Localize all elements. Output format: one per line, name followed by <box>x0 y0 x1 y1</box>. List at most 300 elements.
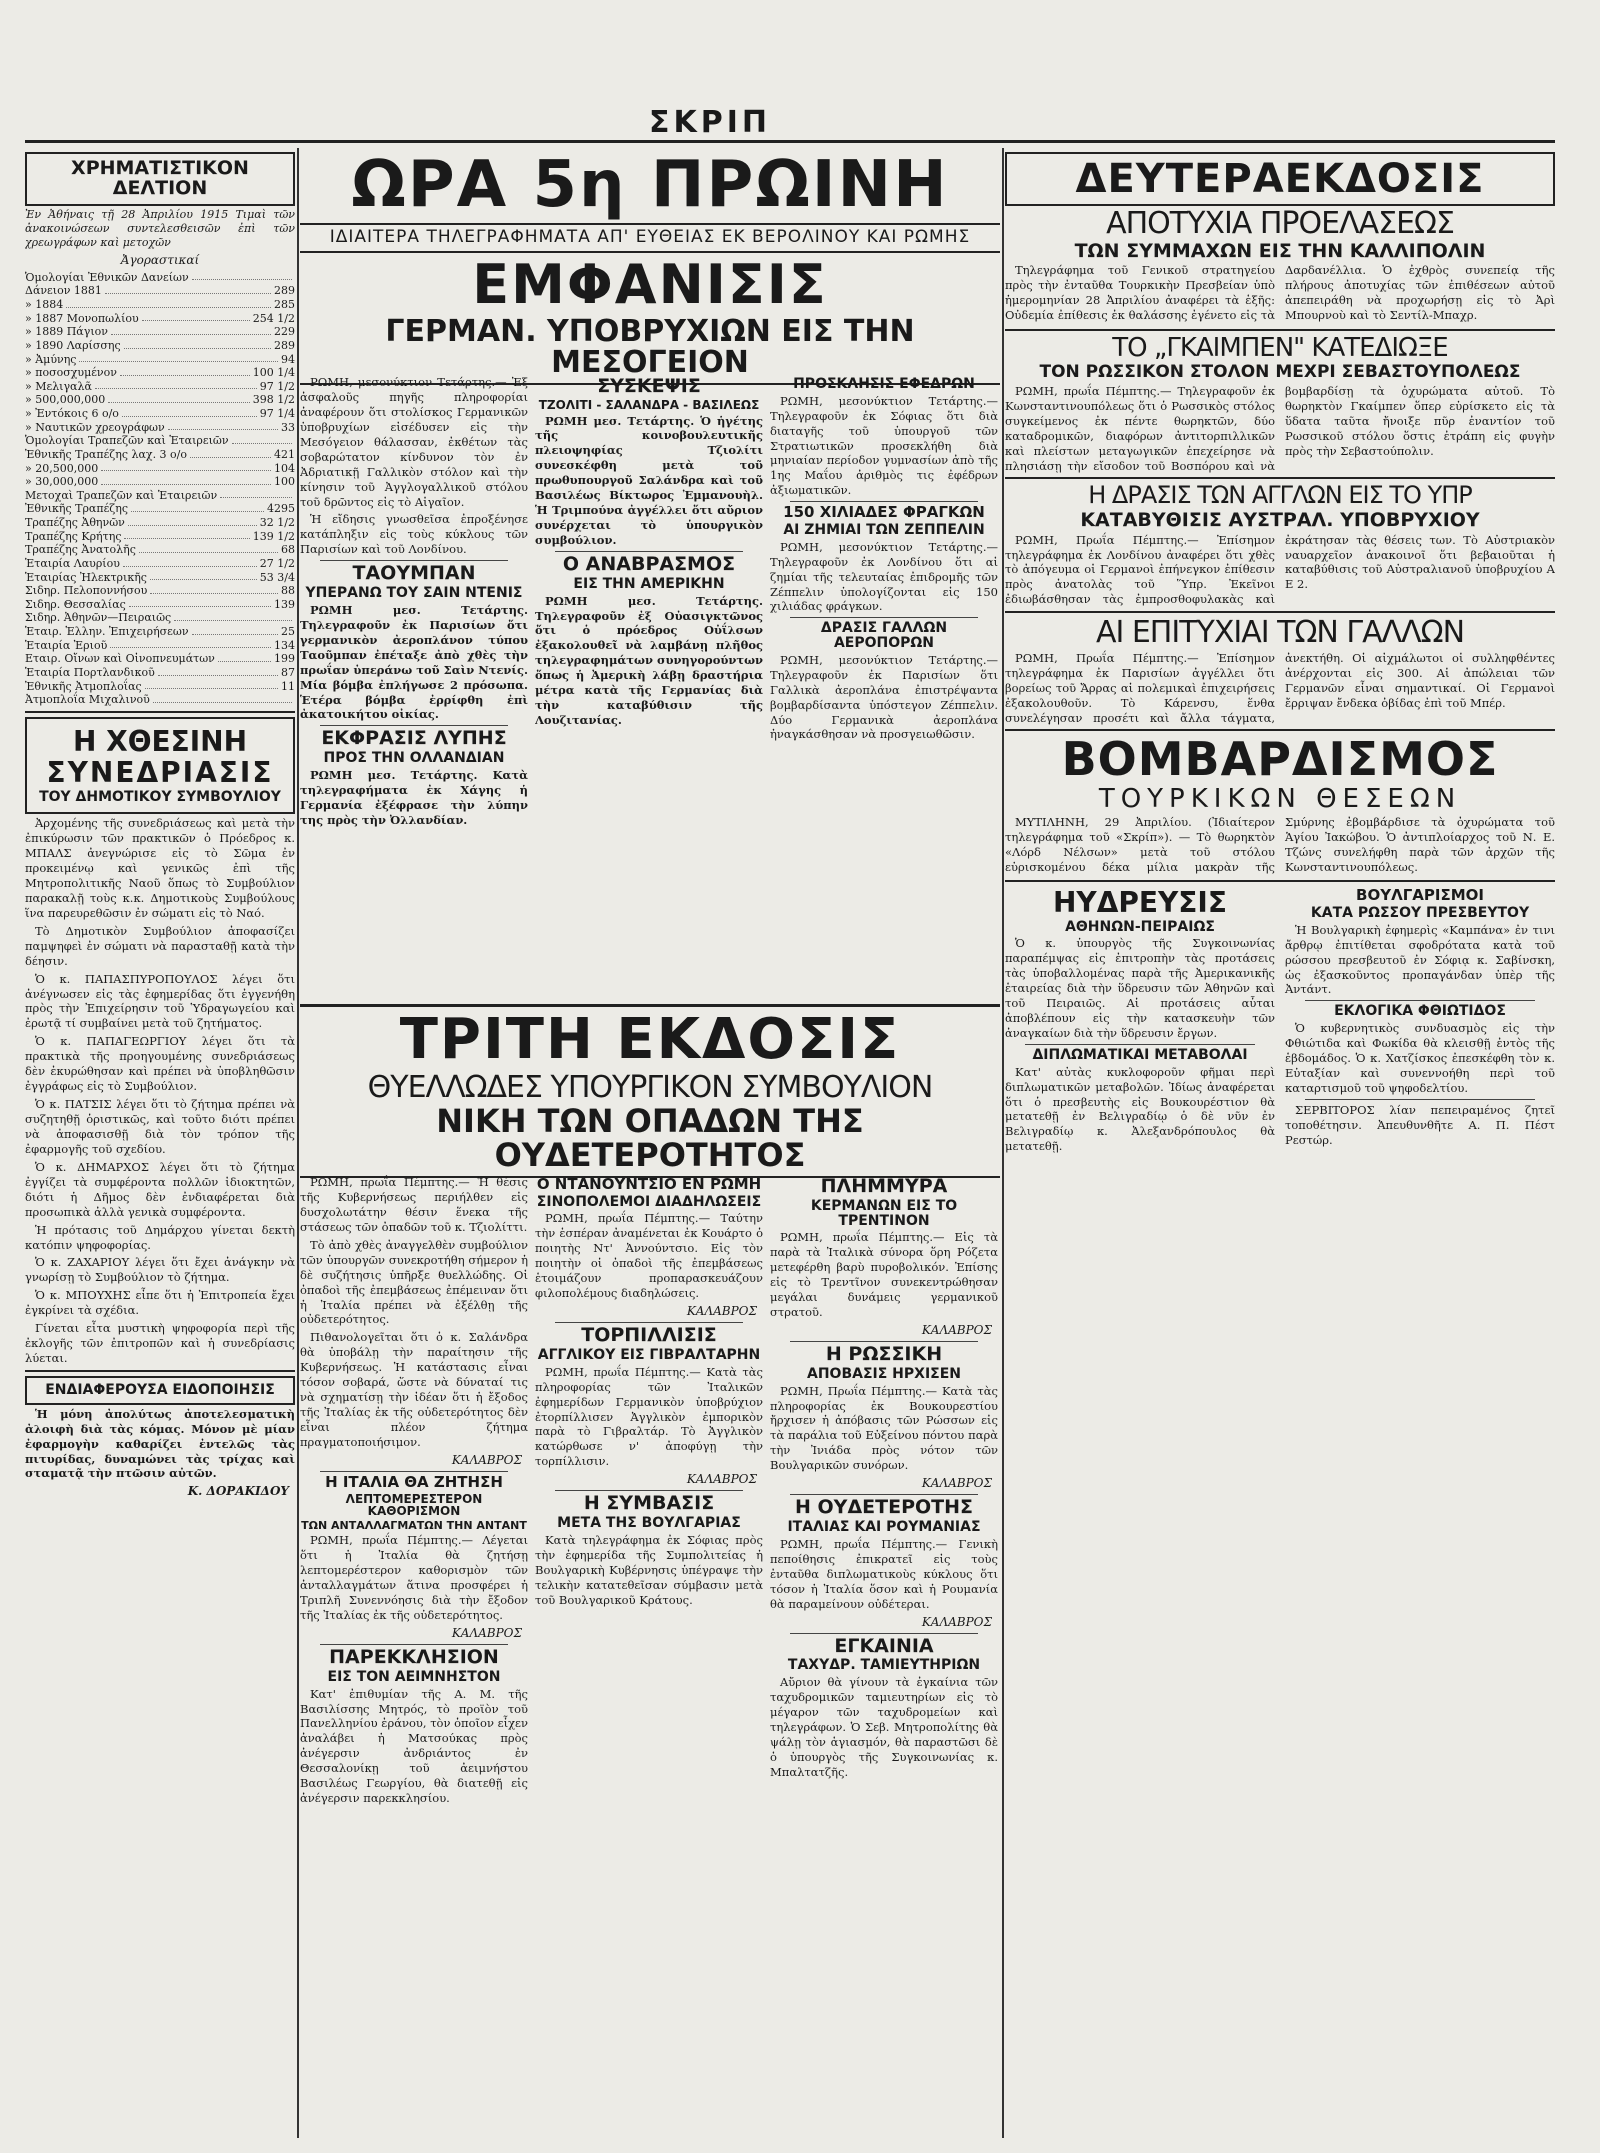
ypr-title: Η ΔΡΑΣΙΣ ΤΩΝ ΑΓΓΛΩΝ ΕΙΣ ΤΟ ΥΠΡ <box>1088 481 1472 510</box>
bourse-row-name: Ἐθνικῆς Τραπέζης <box>25 502 129 516</box>
bourse-row-name: Ἑταιρ. Ἑλλην. Ἐπιχειρήσεων <box>25 625 189 639</box>
bourse-row-name: » 1887 Μονοπωλίου <box>25 311 139 325</box>
oud-paragraph: ΡΩΜΗ, πρωΐα Πέμπτης.— Γενικὴ πεποίθησις ἐπικρατεῖ εἰς τοὺς ἐνταῦθα διπλωματικοὺς κύκλους ὅτι τόσον ἡ Ἰταλία ὅσον καὶ ἡ Ρουμανία θὰ παραμείνουν οὐδέτεραι. <box>770 1536 998 1611</box>
bourse-row-value: 398 1/2 <box>252 393 295 407</box>
bourse-row <box>25 543 295 557</box>
bourse-intro: Ἐν Ἀθήναις τῇ 28 Ἀπριλίου 1915 Τιμαὶ τῶν ἀνακοινώσεων συντελεσθεισῶν ἐπὶ τῶν χρεωγράφων καὶ μετοχῶν <box>25 207 295 250</box>
bourse-row-value: 199 <box>274 652 295 666</box>
bourse-row-value: 27 1/2 <box>259 556 295 570</box>
ads-signature: Κ. ΔΟΡΑΚΙΔΟΥ <box>187 1484 289 1499</box>
dipl-title: ΔΙΠΛΩΜΑΤΙΚΑΙ ΜΕΤΑΒΟΛΑΙ <box>1032 1046 1248 1063</box>
council-paragraph: Ὁ κ. ΔΗΜΑΡΧΟΣ λέγει ὅτι τὸ ζήτημα ἐγγίζει τὰ συμφέροντα πολλῶν ἰδιοκτητῶν, διότι ἡ Δῆμος δὲν ἐνδιαφέρεται διὰ προσωπικὰ ἀλλὰ γενικὰ συμφέροντα. <box>25 1159 295 1219</box>
divider <box>790 501 978 502</box>
leader-dots <box>153 693 292 703</box>
bourse-row <box>25 393 295 407</box>
gk-paragraph: ΡΩΜΗ, πρωΐα Πέμπτης.— Τηλεγραφοῦν ἐκ Κωνσταντινουπόλεως ὅτι ὁ Ρωσσικὸς στόλος συγκείμενος ἐκ πέντε θωρηκτῶν, δύο καταδρομικῶν, διαφόρων ἀντιτορπιλλικῶν καὶ πλείστων μεταγωγικῶν ἐπεχείρησε νὰ πλησιάσῃ τὴν εἴσοδον τοῦ Βοσπόρου καὶ νὰ βομβαρδίσῃ τὰ ὀχυρώματα αὐτοῦ. Τὸ θωρηκτὸν Γκαίμπεν ὅπερ εὑρίσκετο εἰς τὰ ὕδατα ταῦτα ἤνοιξε πῦρ ἐναντίον τοῦ Ρωσσικοῦ στόλου ὅστις ἐτράπη εἰς φυγὴν πρὸς τὴν Σεβαστούπολιν. <box>1005 383 1555 473</box>
council-paragraph: Ἀρχομένης τῆς συνεδριάσεως καὶ μετὰ τὴν ἐπικύρωσιν τῶν πρακτικῶν ὁ Πρόεδρος κ. ΜΠΑΛΣ ἀνεγνώρισε εἰς τὸ Σῶμα ἐν προκειμένῳ καὶ γενικῶς ἐπὶ τῆς Μητροπολιτικῆς Ναοῦ ὅπως τὸ Συμβούλιον παρακαλῇ τοὺς κ.κ. Δημοτικοὺς Συμβούλους ἵνα παρευρεθῶσιν ἐν σώματι εἰς τὸ Ναό. <box>25 816 295 920</box>
bourse-row-value: 285 <box>274 298 295 312</box>
bourse-row <box>25 611 295 625</box>
bourse-row <box>25 325 295 339</box>
second-edition-box <box>1005 152 1555 206</box>
taoub-paragraph: ΡΩΜΗ μεσ. Τετάρτης. Τηλεγραφοῦν ἐκ Παρισίων ὅτι γερμανικὸν ἀεροπλάνον τύπου Ταοῦμπαν ἐπέταξε ἀπὸ χθὲς τὴν πρωΐαν ὑπεράνω τοῦ Σαὶν Ντενίς. Μία βόμβα ἐπλήγωσε 2 πρόσωπα. Ἑτέρα βόμβα ἐρρίφθη ἐπὶ ἀκατοικήτου οἰκίας. <box>300 602 528 722</box>
bourse-row <box>25 598 295 612</box>
bourse-row-value: 100 <box>274 475 295 489</box>
leader-dots <box>129 598 271 608</box>
leader-dots <box>111 325 271 335</box>
leader-dots <box>105 284 271 294</box>
bourse-row <box>25 271 295 285</box>
bomb-article <box>1005 815 1555 876</box>
prosk-article <box>770 394 998 499</box>
anav-article <box>535 594 763 728</box>
serv-paragraph: ΣΕΡΒΙΤΟΡΟΣ λίαν πεπειραμένος ζητεῖ τοποθέτησιν. Ἀπευθυνθῆτε Α. Π. Πέστ Ρεστώρ. <box>1285 1102 1555 1147</box>
leader-dots <box>123 557 257 567</box>
bourse-row-value: 139 1/2 <box>252 529 295 543</box>
ital-article <box>300 1533 528 1623</box>
right-bottom-left <box>1005 886 1275 1157</box>
zep-subtitle: ΑΙ ΖΗΜΙΑΙ ΤΩΝ ΖΕΠΠΕΛΙΝ <box>783 522 985 538</box>
divider <box>1005 611 1555 613</box>
sys-subtitle: ΤΖΟΛΙΤΙ - ΣΑΛΑΝΔΡΑ - ΒΑΣΙΛΕΩΣ <box>538 397 760 412</box>
ads-title-box <box>25 1376 295 1405</box>
leader-dots <box>158 666 278 676</box>
bourse-row-name: Τραπέζης Ἀθηνῶν <box>25 516 125 530</box>
ital-subtitle: ΛΕΠΤΟΜΕΡΕΣΤΕΡΟΝ ΚΑΘΟΡΙΣΜΟΝ <box>345 1491 483 1519</box>
ital-subtitle-2: ΤΩΝ ΑΝΤΑΛΛΑΓΜΑΤΩΝ ΤΗΝ ΑΝΤΑΝΤ <box>301 1518 527 1532</box>
ital-signature: ΚΑΛΑΒΡΟΣ <box>451 1625 522 1640</box>
bourse-row <box>25 448 295 462</box>
leader-dots <box>101 475 271 485</box>
par-article <box>300 1687 528 1807</box>
bourse-row-name: Εταιρ. Οἴνων καὶ Οἰνοπνευμάτων <box>25 652 215 666</box>
ros-paragraph: ΡΩΜΗ, Πρωΐα Πέμπτης.— Κατὰ τὰς πληροφορίας ἐκ Βουκουρεστίου ἤρχισεν ἡ ἀπόβασις τῶν Ρώσσων εἰς τὰ παράλια τοῦ Εὐξείνου πόντου παρὰ τὴν Ἰνιάδα πρὸς νότον τῶν Βουλγαρικῶν συνόρων. <box>770 1383 998 1473</box>
gk-article <box>1005 384 1555 474</box>
divider <box>320 725 508 726</box>
zep-article <box>770 540 998 615</box>
bourse-row-name: Ἐθνικῆς Ἀτμοπλοΐας <box>25 679 142 693</box>
council-paragraph: Γίνεται εἶτα μυστικὴ ψηφοφορία περὶ τῆς ἐκλογῆς τῶν ἐπιτροπῶν καὶ ἡ συνεδρίασις λύεται. <box>25 1321 295 1366</box>
apo-subtitle: ΤΩΝ ΣΥΜΜΑΧΩΝ ΕΙΣ ΤΗΝ ΚΑΛΛΙΠΟΛΙΝ <box>1074 239 1486 262</box>
emf-paragraph: ΡΩΜΗ, μεσονύκτιον Τετάρτης.— Ἐξ ἀσφαλοῦς πηγῆς πληροφορίαι ἀναφέρουν ὅτι στολίσκος Γερμανικῶν ὑποβρυχίων εἰσέδυσεν εἰς τὴν Μεσόγειον θάλασσαν, ἐκθέτων τὰς σοβαρώτατον κίνδυνον τὸν ἐν Ἀδριατικῇ Γαλλικὸν στόλον καὶ τὴν κίνησιν τοῦ Ἀγγλογαλλικοῦ στόλου τοῦ δρῶντος εἰς τὸ Αἰγαῖον. <box>300 375 528 509</box>
bourse-row <box>25 366 295 380</box>
bourse-row-value: 11 <box>281 679 295 693</box>
bourse-row-name: » 1889 Πάγιον <box>25 325 108 339</box>
ekl-article <box>1285 1021 1555 1096</box>
ekf-article <box>300 768 528 828</box>
zep-title: 150 ΧΙΛΙΑΔΕΣ ΦΡΑΓΚΩΝ <box>783 503 985 522</box>
bourse-row-value: 100 1/4 <box>252 366 295 380</box>
bourse-row-value: 104 <box>274 461 295 475</box>
voulg-paragraph: Ἡ Βουλγαρικὴ ἐφημερὶς «Καμπάνα» ἐν τινι ἄρθρῳ ἐπιτίθεται σφοδρότατα κατὰ τοῦ ρώσσου πρεσβευτοῦ ἐν Σόφιᾳ κ. Σαβίνσκη, ὡς ἐξασκοῦντος προπαγάνδαν ὑπὲρ τῆς Ἀντάντ. <box>1285 922 1555 997</box>
divider <box>555 1322 743 1323</box>
gal-title: ΑΙ ΕΠΙΤΥΧΙΑΙ ΤΩΝ ΓΑΛΛΩΝ <box>1095 615 1465 651</box>
anav-paragraph: ΡΩΜΗ μεσ. Τετάρτης. Τηλεγραφοῦν ἐξ Οὐασιγκτῶνος ὅτι ὁ πρόεδρος Οὐΐλσων ἐξακολουθεῖ νὰ λαμβάνῃ πλῆθος τηλεγραφημάτων συνηγορούντων ὅπως ἡ Ἀμερικὴ λάβῃ δραστήρια μέτρα κατὰ τῆς Γερμανίας διὰ τὴν καταβύθισιν τῆς Λουζιτανίας. <box>535 593 763 728</box>
bomb-paragraph: ΜΥΤΙΛΗΝΗ, 29 Ἀπριλίου. (Ἰδιαίτερον τηλεγράφημα τοῦ «Σκρίπ»). — Τὸ θωρηκτὸν «Λόρδ Νέλσων» μετὰ τοῦ στόλου εὑρισκομένου δέκα μίλια μακρὰν τῆς Σμύρνης ἐβομβάρδισε τὰ ὀχυρώματα τοῦ Ἁγίου Ἰακώβου. Ὁ ἀντιπλοίαρχος τοῦ Ν. Ε. Τζώνς συνελήφθη παρὰ τῶν ἀρχῶν τῆς Κωνσταντινουπόλεως. <box>1005 815 1555 874</box>
bourse-row <box>25 516 295 530</box>
ads-title: ΕΝΔΙΑΦΕΡΟΥΣΑ ΕΙΔΟΠΟΙΗΣΙΣ <box>45 1382 275 1399</box>
leader-dots <box>95 380 257 390</box>
bourse-row-name: » 1884 <box>25 298 64 312</box>
leader-dots <box>145 680 278 690</box>
bourse-row <box>25 284 295 298</box>
divider <box>300 223 1000 225</box>
ntan-article <box>535 1211 763 1301</box>
bourse-row-name: » 30,000,000 <box>25 475 99 489</box>
bourse-row-name: » Ἐντόκοις 6 ο/ο <box>25 407 119 421</box>
taoub-subtitle: ΥΠΕΡΑΝΩ ΤΟΥ ΣΑΙΝ ΝΤΕΝΙΣ <box>305 585 523 602</box>
bourse-row-value: 53 3/4 <box>259 570 295 584</box>
ads-text <box>25 1407 295 1482</box>
council-subtitle: ΤΟΥ ΔΗΜΟΤΙΚΟΥ ΣΥΜΒΟΥΛΙΟΥ <box>39 788 281 805</box>
ital-paragraph: ΡΩΜΗ, πρωΐα Πέμπτης.— Λέγεται ὅτι ἡ Ἰταλία θὰ ζητήσῃ λεπτομερέστερον καθορισμὸν τῶν ἀνταλλαγμάτων ἅτινα προσφέρει ἡ Τριπλῆ Συνεννόησις διὰ τὴν ἔξοδον τῆς Ἰταλίας ἐκ τῆς οὐδετερότητος. <box>300 1533 528 1623</box>
council-title: Η ΧΘΕΣΙΝΗ <box>72 724 248 758</box>
bourse-row-name: Σιδηρ. Πελοποννήσου <box>25 584 148 598</box>
bourse-row-name: Ἑταιρία Ἐριοῦ <box>25 638 108 652</box>
ekf-paragraph: ΡΩΜΗ μεσ. Τετάρτης. Κατὰ τηλεγραφήματα ἐκ Χάγης ἡ Γερμανία ἐξέφρασε τὴν λύπην της πρὸς τὴν Ὀλλανδίαν. <box>300 768 528 827</box>
ntan-paragraph: ΡΩΜΗ, πρωΐα Πέμπτης.— Ταύτην τὴν ἑσπέραν ἀναμένεται ἐκ Κουάρτο ὁ ποιητὴς Ντ' Ἀννούντσιο. Εἰς τὸν ποιητὴν οἱ ὀπαδοὶ τῆς ἐπεμβάσεως ἑτοιμάζουν προπαρασκευάζουν φιλοπολέμους διαδηλώσεις. <box>535 1211 763 1301</box>
divider <box>320 1644 508 1645</box>
bourse-row-name: Ἐθνικῆς Τραπέζης λαχ. 3 ο/ο <box>25 447 188 461</box>
plim-subtitle: ΚΕΡΜΑΝΩΝ ΕΙΣ ΤΟ ΤΡΕΝΤΙΝΟΝ <box>810 1197 958 1229</box>
bourse-row-value: 289 <box>274 284 295 298</box>
leader-dots <box>120 366 250 376</box>
second-edition-title: ΔΕΥΤΕΡΑΕΚΔΟΣΙΣ <box>1075 156 1485 202</box>
ydr-subtitle: ΑΘΗΝΩΝ-ΠΕΙΡΑΙΩΣ <box>1065 918 1215 935</box>
third-edition-subtitle-2: ΝΙΚΗ ΤΩΝ ΟΠΑΔΩΝ ΤΗΣ ΟΥΔΕΤΕΡΟΤΗΤΟΣ <box>436 1102 864 1174</box>
bourse-row-value: 289 <box>274 338 295 352</box>
council-article <box>25 816 295 1366</box>
third-sub-b <box>535 1175 763 2140</box>
bourse-row <box>25 502 295 516</box>
bourse-row <box>25 557 295 571</box>
bourse-row-name: » Ναυτικῶν χρεογράφων <box>25 420 165 434</box>
council-paragraph: Ὁ κ. ΠΑΠΑΓΕΩΡΓΙΟΥ λέγει ὅτι τὰ πρακτικὰ τῆς προηγουμένης συνεδριάσεως δὲν ἐκυρώθησαν καὶ πρέπει νὰ ὑποβληθῶσιν ἐγγράφως εἰς τὸ Συμβούλιον. <box>25 1034 295 1094</box>
divider <box>1005 329 1555 331</box>
ros-title: Η ΡΩΣΣΙΚΗ <box>825 1342 943 1365</box>
vou-subtitle: ΜΕΤΑ ΤΗΣ ΒΟΥΛΓΑΡΙΑΣ <box>557 1515 741 1532</box>
third-sub-c <box>770 1175 998 2140</box>
ekf-subtitle: ΠΡΟΣ ΤΗΝ ΟΛΛΑΝΔΙΑΝ <box>323 750 505 767</box>
divider <box>25 1370 295 1372</box>
bourse-row-value: 229 <box>274 325 295 339</box>
bourse-row-value: 87 <box>281 665 295 679</box>
voulg-title: ΒΟΥΛΓΑΡΙΣΜΟΙ <box>1356 886 1484 905</box>
ydr-article <box>1005 936 1275 1041</box>
top-rule <box>25 140 1555 143</box>
leader-dots <box>142 312 250 322</box>
bourse-row-name: » ποσοσχυμένον <box>25 366 117 380</box>
bourse-row <box>25 489 295 503</box>
vou-paragraph: Κατὰ τηλεγράφημα ἐκ Σόφιας πρὸς τὴν ἐφημερίδα τῆς Συμπολιτείας ἡ Βουλγαρικὴ Κυβέρνησις ὑπέγραψε τὴν τελικὴν κατατεθεῖσαν σύμβασιν μετὰ τοῦ Βουλγαρικοῦ Κράτους. <box>535 1532 763 1607</box>
council-paragraph: Ὁ κ. ΖΑΧΑΡΙΟΥ λέγει ὅτι ἔχει ἀνάγκην νὰ γνωρίσῃ τὸ Συμβούλιον τὸ ζήτημα. <box>25 1255 295 1285</box>
apo-article <box>1005 263 1555 324</box>
council-paragraph: Ἡ πρότασις τοῦ Δημάρχου γίνεται δεκτὴ κατόπιν ψηφοφορίας. <box>25 1222 295 1252</box>
sys-paragraph: ΡΩΜΗ μεσ. Τετάρτης. Ὁ ἡγέτης τῆς κοινοβουλευτικῆς πλειοψηφίας Τζιολίτι συνεσκέφθη μετὰ τοῦ πρωθυπουργοῦ Σαλάνδρα καὶ τοῦ Βασιλέως Βίκτωρος Ἐμμανουὴλ. Ἡ Τριμπούνα ἀγγέλλει ὅτι αὔριον συνέρχεται τὸ ὑπουργικὸν συμβούλιον. <box>535 413 763 548</box>
leader-dots <box>122 407 257 417</box>
ekl-title: ΕΚΛΟΓΙΚΑ ΦΘΙΩΤΙΔΟΣ <box>1334 1003 1506 1020</box>
bourse-row <box>25 339 295 353</box>
morning-edition <box>300 150 1000 1000</box>
bomb-title: ΒΟΜΒΑΡΔΙΣΜΟΣ <box>1061 732 1499 787</box>
ntan-signature: ΚΑΛΑΒΡΟΣ <box>686 1304 757 1319</box>
sys-article <box>535 414 763 548</box>
vou-article <box>535 1533 763 1608</box>
oud-subtitle: ΙΤΑΛΙΑΣ ΚΑΙ ΡΟΥΜΑΝΙΑΣ <box>787 1519 981 1536</box>
leader-dots <box>168 421 278 431</box>
leader-dots <box>124 530 249 540</box>
torp-subtitle: ΑΓΓΛΙΚΟΥ ΕΙΣ ΓΙΒΡΑΛΤΑΡΗΝ <box>537 1347 761 1363</box>
plim-paragraph: ΡΩΜΗ, πρωΐα Πέμπτης.— Εἰς τὰ παρὰ τὰ Ἰταλικὰ σύνορα ὅρη Ρόζετα μετεφέρθη βαρὺ πυροβολικόν. Ἐπίσης εἰς τὸ Τρεντῖνον συνεκεντρώθησαν μεγάλαι δυνάμεις γερμανικοῦ στρατοῦ. <box>770 1230 998 1319</box>
emf-subtitle: ΓΕΡΜΑΝ. ΥΠΟΒΡΥΧΙΩΝ ΕΙΣ ΤΗΝ ΜΕΣΟΓΕΙΟΝ <box>385 313 915 381</box>
oud-article <box>770 1537 998 1612</box>
bourse-row <box>25 380 295 394</box>
voulg-subtitle: ΚΑΤΑ ΡΩΣΣΟΥ ΠΡΕΣΒΕΥΤΟΥ <box>1310 905 1530 922</box>
egk-subtitle: ΤΑΧΥΔΡ. ΤΑΜΙΕΥΤΗΡΙΩΝ <box>787 1657 981 1674</box>
morning-edition-title: ΩΡΑ 5η ΠΡΩΙΝΗ <box>351 150 949 222</box>
gk-subtitle: ΤΟΝ ΡΩΣΣΙΚΟΝ ΣΤΟΛΟΝ ΜΕΧΡΙ ΣΕΒΑΣΤΟΥΠΟΛΕΩΣ <box>1039 361 1521 382</box>
bourse-title-box <box>25 152 295 206</box>
bourse-row <box>25 407 295 421</box>
divider <box>25 711 295 713</box>
leader-dots <box>79 353 278 363</box>
third-signature: ΚΑΛΑΒΡΟΣ <box>451 1452 522 1467</box>
bourse-table <box>25 271 295 707</box>
divider <box>320 560 508 561</box>
torp-article <box>535 1365 763 1470</box>
emf-article <box>300 375 528 557</box>
par-paragraph: Κατ' ἐπιθυμίαν τῆς Α. Μ. τῆς Βασιλίσσης Μητρός, τὸ προϊὸν τοῦ Πανελληνίου ἐράνου, τὸν ὁποῖον εἶχεν ἀναλάβει ἡ Ματσούκας πρὸς ἀνέγερσιν ἀνδριάντος ἐν Θεσσαλονίκῃ τοῦ ἀειμνήστου Βασιλέως Γεωργίου, θὰ διατεθῇ εἰς ἀνέγερσιν παρεκκλησίου. <box>300 1686 528 1806</box>
divider <box>320 1471 508 1472</box>
leader-dots <box>150 584 278 594</box>
taoub-title: ΤΑΟΥΜΠΑΝ <box>352 562 476 585</box>
bourse-row-name: Ἑταιρίας Ἠλεκτρικῆς <box>25 570 147 584</box>
prosk-paragraph: ΡΩΜΗ, μεσονύκτιον Τετάρτης.— Τηλεγραφοῦν ἐκ Σόφιας ὅτι διὰ διαταγῆς τοῦ ὑπουργοῦ τῶν Στρατιωτικῶν προσεκλήθη διὰ μηνιαίαν περίοδον γυμνασίων ἀπὸ τῆς 1ης Μαΐου ἀριθμὸς τις ἐφέδρων ἀξιωματικῶν. <box>770 393 998 498</box>
voulg-article <box>1285 923 1555 998</box>
bourse-row <box>25 475 295 489</box>
bourse-row-name: Ἀτμοπλοΐα Μιχαλινοῦ <box>25 693 150 707</box>
ydr-title: ΗΥΔΡΕΥΣΙΣ <box>1053 886 1227 920</box>
dipl-article <box>1005 1065 1275 1155</box>
oud-title: Η ΟΥΔΕΤΕΡΟΤΗΣ <box>795 1496 973 1519</box>
divider <box>790 617 978 618</box>
plim-signature: ΚΑΛΑΒΡΟΣ <box>921 1322 992 1337</box>
bourse-row-value: 4295 <box>267 502 295 516</box>
torp-signature: ΚΑΛΑΒΡΟΣ <box>686 1472 757 1487</box>
divider <box>555 1490 743 1491</box>
apo-paragraph: Τηλεγράφημα τοῦ Γενικοῦ στρατηγείου πρὸς τὴν ἐνταῦθα Τουρκικὴν Πρεσβείαν ὑπὸ ἡμερομηνίαν 28 Ἀπριλίου ἀναφέρει τὰ ἑξῆς: Οὐδεμία ἐπίθεσις ἐκ θαλάσσης ἐγένετο εἰς τὰ Δαρδανέλλια. Ὁ ἐχθρὸς συνεπείᾳ τῆς πλήρους ἀποτυχίας τῶν ἐπιθέσεων αὐτοῦ ἀπεπειράθη νὰ προχωρήσῃ εἰς τὸ Ἀρὶ Μπουρνοὺ καὶ τὸ Σεντίλ-Μπαχρ. <box>1005 263 1555 323</box>
taoub-article <box>300 603 528 723</box>
divider <box>1305 1000 1535 1001</box>
prosk-title: ΠΡΟΣΚΛΗΣΙΣ ΕΦΕΔΡΩΝ <box>793 376 975 392</box>
gal-air-article <box>770 653 998 743</box>
divider <box>790 1341 978 1342</box>
bourse-row-name: » 20,500,000 <box>25 461 99 475</box>
bourse-row-name: Ὁμολογίαι Ἐθνικῶν Δανείων <box>25 270 189 284</box>
leader-dots <box>220 489 292 499</box>
bourse-row-name: » Μελιγαλᾶ <box>25 379 92 393</box>
bourse-row <box>25 421 295 435</box>
column-rule <box>297 148 299 2138</box>
leader-dots <box>101 462 271 472</box>
right-column <box>1005 150 1555 2140</box>
egk-title: ΕΓΚΑΙΝΙΑ <box>834 1634 934 1657</box>
gal-air-title: ΔΡΑΣΙΣ ΓΑΛΛΩΝ ΑΕΡΟΠΟΡΩΝ <box>820 620 948 652</box>
bourse-row <box>25 584 295 598</box>
plim-title: ΠΛΗΜΜΥΡΑ <box>820 1175 948 1197</box>
egk-article <box>770 1675 998 1780</box>
divider <box>1305 1099 1535 1100</box>
center-sub-b <box>535 375 763 995</box>
third-paragraph: Τὸ ἀπὸ χθὲς ἀναγγελθὲν συμβούλιον τῶν ὑπουργῶν συνεκροτήθη σήμερον ἡ δὲ συζήτησις ὑπῆρξε θυελλώδης. Οἱ ὀπαδοὶ τῆς ἐπεμβάσεως ἐπέμειναν ὅτι ἡ Ἰταλία πρέπει νὰ ἐξέλθῃ τῆς οὐδετερότητος. <box>300 1237 528 1327</box>
ital-title: Η ΙΤΑΛΙΑ ΘΑ ΖΗΤΗΣΗ <box>325 1472 503 1491</box>
ekl-paragraph: Ὁ κυβερνητικὸς συνδυασμὸς εἰς τὴν Φθιώτιδα καὶ Φωκίδα θὰ κλεισθῇ ἐντὸς τῆς ἑβδομάδος. Ὁ κ. Χατζίσκος ἐπεσκέφθη τὸν κ. Εὐταξίαν καὶ συνεννοήθη περὶ τοῦ καταρτισμοῦ τοῦ ψηφοδελτίου. <box>1285 1021 1555 1095</box>
bourse-row-name: Σιδηρ. Ἀθηνῶν—Πειραιῶς <box>25 611 172 625</box>
bourse-row-value: 32 1/2 <box>259 516 295 530</box>
bourse-row-name: » 500,000,000 <box>25 393 106 407</box>
ros-article <box>770 1384 998 1474</box>
center-column <box>300 150 1000 2140</box>
leader-dots <box>131 502 264 512</box>
ekf-title: ΕΚΦΡΑΣΙΣ ΛΥΠΗΣ <box>321 727 507 750</box>
ros-signature: ΚΑΛΑΒΡΟΣ <box>921 1476 992 1491</box>
bourse-row <box>25 639 295 653</box>
bourse-row <box>25 530 295 544</box>
bourse-row <box>25 666 295 680</box>
leader-dots <box>232 434 292 444</box>
gk-title: ΤΟ „ΓΚΑΙΜΠΕΝ" ΚΑΤΕΔΙΩΞΕ <box>1112 332 1448 363</box>
ads-paragraph: Ἡ μόνη ἀπολύτως ἀποτελεσματικὴ ἀλοιφὴ διὰ τὰς κόμας. Μόνον μὲ μίαν ἐφαρμογὴν καθαρίζει ἐντελῶς τὰς πιτυρίδας, δυναμώνει τὰς τρίχας καὶ σταματᾷ τὴν πτῶσιν αὐτῶν. <box>25 1406 295 1481</box>
divider <box>1005 477 1555 479</box>
council-paragraph: Ὁ κ. ΠΑΠΑΣΠΥΡΟΠΟΥΛΟΣ λέγει ὅτι ἀνέγνωσεν εἰς τὰς ἐφημερίδας ὅτι ἐγγενήθη πρὸς τὴν Ἐπιχείρησιν τοῦ Ὑδραγωγείου καὶ ἐρωτᾷ τί συμβαίνει μετὰ τοῦ ζητήματος. <box>25 971 295 1031</box>
morning-edition-subtitle: ΙΔΙΑΙΤΕΡΑ ΤΗΛΕΓΡΑΦΗΜΑΤΑ ΑΠ' ΕΥΘΕΙΑΣ ΕΚ ΒΕΡΟΛΙΝΟΥ ΚΑΙ ΡΩΜΗΣ <box>329 227 971 248</box>
bomb-subtitle: ΤΟΥΡΚΙΚΩΝ ΘΕΣΕΩΝ <box>1098 783 1462 814</box>
center-sub-c <box>770 375 998 995</box>
column-rule <box>1002 148 1004 2138</box>
ntan-subtitle: ΣΙΝΟΠΟΛΕΜΟΙ ΔΙΑΔΗΛΩΣΕΙΣ <box>536 1193 762 1210</box>
bourse-row-name: Ἑταιρία Πορτλανδικοῦ <box>25 665 155 679</box>
bourse-row-name: » 1890 Λαρίσσης <box>25 338 121 352</box>
council-paragraph: Τὸ Δημοτικὸν Συμβούλιον ἀποφασίζει παμψηφεὶ ἐν σώματι νὰ παρασταθῇ κατὰ τὴν δέησιν. <box>25 923 295 968</box>
par-title: ΠΑΡΕΚΚΛΗΣΙΟΝ <box>329 1645 499 1668</box>
bourse-row-name: Τραπέζης Κρήτης <box>25 529 122 543</box>
center-sub-a <box>300 375 528 995</box>
bourse-row <box>25 625 295 639</box>
third-sub-a <box>300 1175 528 2140</box>
leader-dots <box>110 639 271 649</box>
zep-paragraph: ΡΩΜΗ, μεσονύκτιον Τετάρτης.— Τηλεγραφοῦν ἐκ Λονδίνου ὅτι αἱ ζημίαι τῆς τελευταίας ἐπιδρομῆς τῶν Ζέππελιν ὑπολογίζονται εἰς 150 χιλιάδας φράγκων. <box>770 539 998 614</box>
leader-dots <box>128 516 257 526</box>
vou-title: Η ΣΥΜΒΑΣΙΣ <box>583 1492 715 1515</box>
ros-subtitle: ΑΠΟΒΑΣΙΣ ΗΡΧΙΣΕΝ <box>807 1365 961 1382</box>
third-edition-title: ΤΡΙΤΗ ΕΚΔΟΣΙΣ <box>399 1007 901 1072</box>
divider <box>1005 880 1555 882</box>
bourse-row-value: 88 <box>281 584 295 598</box>
right-bottom-right <box>1285 886 1555 1157</box>
leader-dots <box>108 393 250 403</box>
gal-paragraph: ΡΩΜΗ, Πρωΐα Πέμπτης.— Ἐπίσημον τηλεγράφημα ἐκ Παρισίων ἀγγέλλει ὅτι βορείως τοῦ Ἄρρας αἱ πολεμικαὶ ἐπιχειρήσεις ἐξακολουθοῦν. Τὸ Κάρενσυ, ἕνθα συνελέγησαν προσέτι καὶ ἄλλα τάγματα, ἀνεκτήθη. Οἱ αἰχμάλωτοι οἱ συλληφθέντες ἀνέρχονται εἰς 300. Αἱ ἀπώλειαι τῶν Γερμανῶν εἶναι σημαντικαί. Οἱ Γερμανοὶ ἔρριψαν ἔνδεκα ὀβίδας ἐπὶ τοῦ Μπέρ. <box>1005 650 1555 725</box>
right-bottom-grid <box>1005 886 1555 1157</box>
third-edition-subtitle: ΘΥΕΛΛΩΔΕΣ ΥΠΟΥΡΓΙΚΟΝ ΣΥΜΒΟΥΛΙΟΝ <box>367 1069 933 1105</box>
bourse-row <box>25 462 295 476</box>
third-paragraph: ΡΩΜΗ, πρωΐα Πέμπτης.— Ἡ θέσις τῆς Κυβερνήσεως περιήλθεν εἰς δυσχολωτάτην θέσιν ἕνεκα τῆς στάσεως τῶν ὀπαδῶν τοῦ κ. Τζιολίττι. <box>300 1175 528 1234</box>
third-paragraph: Πιθανολογεῖται ὅτι ὁ κ. Σαλάνδρα θὰ ὑποβάλῃ τὴν παραίτησιν τῆς Κυβερνήσεως. Ἡ κατάστασις εἶναι τόσον σοβαρά, ὥστε νὰ δύναταί τις νὰ σχηματίσῃ τὴν ἰδέαν ὅτι ἡ ἔξοδος τῆς Ἰταλίας ἐκ τῆς οὐδετερότητος δὲν εἶναι πλέον ζήτημα πραγματοποιήσιμον. <box>300 1330 528 1449</box>
ntan-title: Ο ΝΤΑΝΟΥΝΤΣΙΟ ΕΝ ΡΩΜΗ <box>536 1175 762 1193</box>
council-paragraph: Ὁ κ. ΜΠΟΥΧΗΣ εἶπε ὅτι ἡ Ἐπιτροπεία ἔχει ἐγκρίνει τὰ σχέδια. <box>25 1288 295 1318</box>
council-paragraph: Ὁ κ. ΠΑΤΣΙΣ λέγει ὅτι τὸ ζήτημα πρέπει νὰ συζητηθῇ ὁριστικῶς, καὶ τοῦτο διότι πρέπει νὰ ἀποφασισθῇ διὰ τὸν τρόπον τῆς ἐφαρμογῆς τοῦ σχεδίου. <box>25 1097 295 1156</box>
bourse-row <box>25 680 295 694</box>
emf-title: ΕΜΦΑΝΙΣΙΣ <box>472 253 828 317</box>
bourse-row-name: Τραπέζης Ἀνατολῆς <box>25 543 136 557</box>
bourse-row-value: 254 1/2 <box>252 311 295 325</box>
masthead: ΣΚΡΙΠ <box>649 105 771 140</box>
third-article <box>300 1175 528 1450</box>
council-title-box <box>25 717 295 814</box>
bourse-row-name: Ὁμολογίαι Τραπεζῶν καὶ Ἑταιρειῶν <box>25 434 229 448</box>
bourse-row-value: 421 <box>274 447 295 461</box>
bourse-row <box>25 652 295 666</box>
bourse-row <box>25 434 295 448</box>
leader-dots <box>124 339 271 349</box>
divider <box>555 551 743 552</box>
ypr-paragraph: ΡΩΜΗ, Πρωΐα Πέμπτης.— Ἐπίσημον τηλεγράφημα ἐκ Λονδίνου ἀναφέρει ὅτι χθὲς τὸ ἀπόγευμα οἱ Γερμανοὶ ἐπήνεγκον ἐπίθεσιν πρὸς ἀνατολὰς τοῦ Ὕπρ. Ἐκεῖνοι ἐδιωβάσθησαν τὰς ἐμπροσθοφυλακὰς καὶ ἐκράτησαν τὰς θέσεις των. Τὸ Αὐστριακὸν ναυαρχεῖον ἀνακοινοῖ ὅτι βεβαιοῦται ἡ καταβύθισις τοῦ Αὐστραλιανοῦ ὑποβρυχίου Α Ε 2. <box>1005 532 1555 607</box>
divider <box>790 1494 978 1495</box>
leader-dots <box>190 448 271 458</box>
council-title-2: ΣΥΝΕΔΡΙΑΣΙΣ <box>46 756 274 790</box>
bourse-row-value: 94 <box>281 352 295 366</box>
bourse-row <box>25 571 295 585</box>
oud-signature: ΚΑΛΑΒΡΟΣ <box>921 1614 992 1629</box>
anav-subtitle: ΕΙΣ ΤΗΝ ΑΜΕΡΙΚΗΝ <box>573 575 725 592</box>
anav-title: Ο ΑΝΑΒΡΑΣΜΟΣ <box>562 552 736 575</box>
sys-title: ΣΥΣΚΕΨΙΣ <box>597 375 701 397</box>
emf-paragraph: Ἡ εἴδησις γνωσθεῖσα ἐπροξένησε κατάπληξιν εἰς τοὺς κύκλους τῶν Παρισίων καὶ τοῦ Λονδίνου. <box>300 512 528 557</box>
divider <box>790 1633 978 1634</box>
apo-title: ΑΠΟΤΥΧΙΑ ΠΡΟΕΛΑΣΕΩΣ <box>1106 206 1454 241</box>
bourse-row-value: 33 <box>281 420 295 434</box>
plim-article <box>770 1230 998 1320</box>
leader-dots <box>139 543 278 553</box>
third-edition <box>300 1000 1000 2140</box>
divider <box>1005 729 1555 731</box>
bourse-subtitle: Ἀγοραστικαί <box>120 252 200 267</box>
bourse-row-name: Δάνειον 1881 <box>25 284 102 298</box>
bourse-row-value: 97 1/2 <box>259 379 295 393</box>
par-subtitle: ΕΙΣ ΤΟΝ ΑΕΙΜΝΗΣΤΟΝ <box>327 1668 501 1685</box>
bourse-row-name: Σιδηρ. Θεσσαλίας <box>25 597 126 611</box>
serv-ad <box>1285 1103 1555 1148</box>
leader-dots <box>218 652 271 662</box>
ypr-subtitle: ΚΑΤΑΒΥΘΙΣΙΣ ΑΥΣΤΡΑΛ. ΥΠΟΒΡΥΧΙΟΥ <box>1080 508 1480 531</box>
egk-paragraph: Αὔριον θὰ γίνουν τὰ ἐγκαίνια τῶν ταχυδρομικῶν ταμιευτηρίων εἰς τὸ μέγαρον τῶν ταχυδρομείων καὶ τηλεγράφων. Ὁ Σεβ. Μητροπολίτης θὰ ψάλῃ τὸν ἁγιασμόν, θὰ παραστῶσι δὲ ὁ ὑπουργὸς τῆς Συγκοινωνίας κ. Μπαλτατζῆς. <box>770 1675 998 1779</box>
leader-dots <box>66 298 271 308</box>
gal-air-paragraph: ΡΩΜΗ, μεσονύκτιον Τετάρτης.— Τηλεγραφοῦν ἐκ Παρισίων ὅτι Γαλλικὰ ἀεροπλάνα ἐπιστρέψαντα βομβαρδίσαντα ὑπόστεγον Ζέππελιν. Δύο Γερμανικὰ ἀεροπλάνα ἠναγκάσθησαν νὰ προσγειωθῶσιν. <box>770 652 998 742</box>
leader-dots <box>150 571 257 581</box>
torp-title: ΤΟΡΠΙΛΛΙΣΙΣ <box>581 1324 717 1347</box>
leader-dots <box>192 271 292 281</box>
bourse-row-name: Ἑταιρία Λαυρίου <box>25 556 120 570</box>
ypr-article <box>1005 533 1555 608</box>
bourse-row <box>25 298 295 312</box>
gal-article <box>1005 651 1555 726</box>
bourse-row <box>25 353 295 367</box>
torp-paragraph: ΡΩΜΗ, πρωΐα Πέμπτης.— Κατὰ τὰς πληροφορίας τῶν Ἰταλικῶν ἐφημερίδων Γερμανικὸν ὑποβρύχιον ἐτορπίλλισεν Ἀγγλικὸν ἐμπορικὸν παρὰ τὸ Γιβραλτάρ. Τὸ Ἀγγλικὸν κατώρθωσε ν' ἀποφύγῃ τὴν τορπίλλισιν. <box>535 1364 763 1469</box>
bourse-row-name: » Ἀμύνης <box>25 352 77 366</box>
divider <box>1025 1044 1255 1045</box>
leader-dots <box>192 625 278 635</box>
ydr-paragraph: Ὁ κ. ὑπουργὸς τῆς Συγκοινωνίας παραπέμψας εἰς ἐπιτροπὴν τὰς προτάσεις τὰς ὑποβαλλομένας παρὰ τῆς Ἀμερικανικῆς ἑταιρείας διὰ τὴν ὕδρευσιν τῶν Ἀθηνῶν καὶ τοῦ Πειραιῶς. Αἱ προτάσεις αὗται ἀποβλέπουν εἰς τὴν κατασκευὴν τῶν ἀναγκαίων διὰ τὴν ὕδρευσιν ἔργων. <box>1005 936 1275 1040</box>
bourse-row-value: 139 <box>274 597 295 611</box>
bourse-title: ΧΡΗΜΑΤΙΣΤΙΚΟΝ ΔΕΛΤΙΟΝ <box>71 157 249 199</box>
